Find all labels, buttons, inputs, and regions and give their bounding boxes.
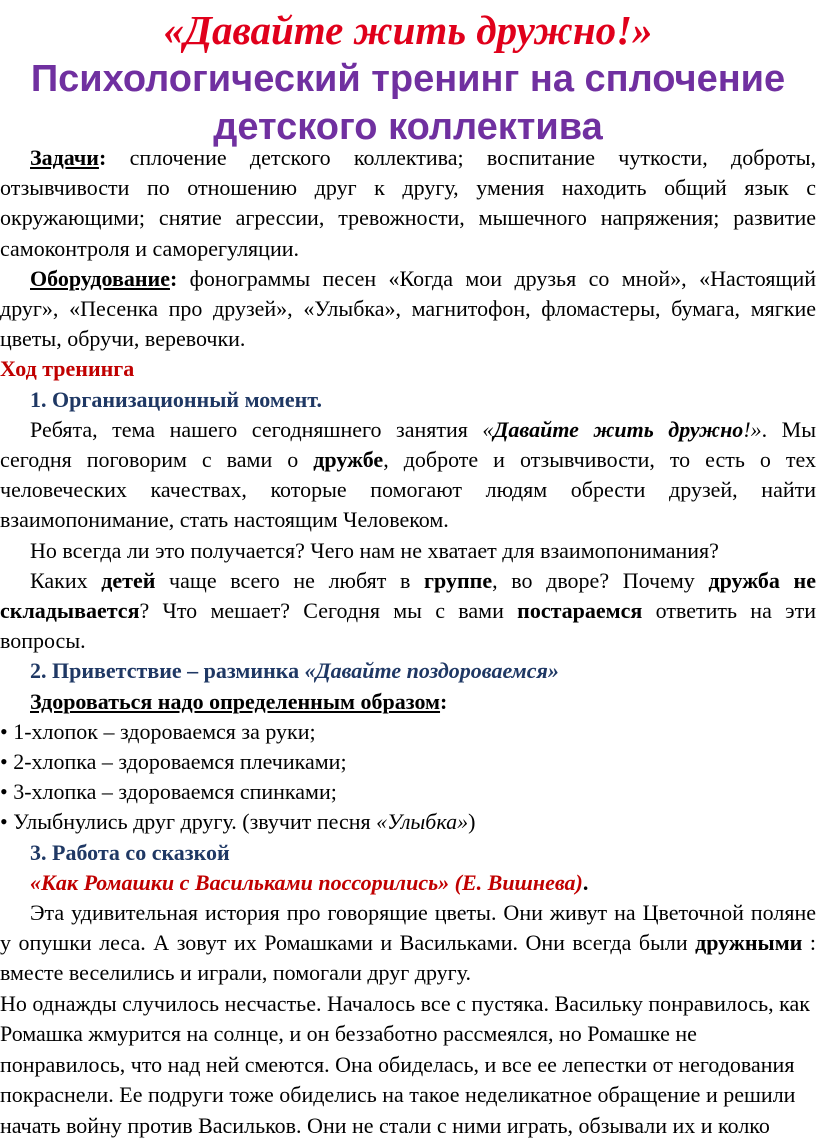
greeting-rule bbox=[0, 687, 816, 717]
course-heading: Ход тренинга bbox=[0, 356, 135, 382]
text-run: «Как Ромашки с Васильками поссорились» (Е. Вишнева) bbox=[30, 869, 583, 895]
text-run: «Давайте поздороваемся» bbox=[304, 658, 559, 684]
section3-paragraph-1 bbox=[0, 898, 816, 989]
text-run: чаще всего не любят в bbox=[155, 567, 425, 593]
section3-paragraph-2: Но однажды случилось несчастье. Началось все с пустяка. Васильку понравилось, как Ромашка жмурится на солнце, и он беззаботно рассмеялся, но Ромашке не понравилось, что над ней смеются. Она обиделась, и все ее лепестки от негодования покраснели. Ее подруги тоже обиделись на такое неделикатное обращение и решили начать войну против Васильков. Они не стали с ними играть, обзывали их и колко bbox=[0, 990, 810, 1138]
text-run: группе bbox=[424, 567, 493, 593]
tasks-text: сплочение детского коллектива; воспитание чуткости, доброты, отзывчивости по отношению друг к другу, умения находить общий язык с окружающими; снятие агрессии, тревожности, мышечного напряжения; развитие самоконтроля и саморегуляции. bbox=[0, 145, 816, 261]
equipment-label: Оборудование bbox=[30, 265, 170, 291]
list-item: • 1-хлопок – здороваемся за руки; bbox=[0, 718, 316, 744]
text-run: : вместе веселились и играли, помогали друг другу. bbox=[0, 930, 816, 986]
subtitle-line-1: Психологический тренинг на сплочение bbox=[30, 58, 786, 100]
tasks-colon: : bbox=[98, 145, 107, 170]
section3-heading: 3. Работа со сказкой bbox=[30, 839, 230, 865]
text-run: детей bbox=[101, 567, 156, 593]
text-run: дружба не складывается bbox=[0, 567, 816, 624]
document-title: «Давайте жить дружно!» bbox=[163, 7, 653, 53]
text-run: ) bbox=[468, 809, 476, 835]
text-run: : bbox=[440, 688, 448, 714]
text-run: 2. Приветствие – разминка bbox=[30, 658, 305, 684]
list-item: • 3-хлопка – здороваемся спинками; bbox=[0, 779, 337, 805]
text-run: . bbox=[582, 869, 589, 895]
equipment-text: фонограммы песен «Когда мои друзья со мной», «Настоящий друг», «Песенка про друзей», «Улыбка», магнитофон, фломастеры, бумага, мягкие цветы, обручи, веревочки. bbox=[0, 265, 816, 352]
text-run: , во дворе? Почему bbox=[492, 567, 709, 593]
text-run: «Улыбка» bbox=[376, 809, 469, 835]
equipment-colon: : bbox=[169, 265, 178, 291]
section1-heading: 1. Организационный момент. bbox=[30, 386, 322, 412]
tasks-paragraph bbox=[0, 143, 816, 264]
text-run: • Улыбнулись друг другу. (звучит песня bbox=[0, 809, 377, 835]
text-run: , доброте и отзывчивости, то есть о тех человеческих качествах, которые помогают людям обрести друзей, найти взаимопонимание, стать настоящим Человеком. bbox=[0, 447, 816, 533]
text-run: Давайте жить дружно bbox=[493, 416, 744, 442]
section2-heading bbox=[0, 656, 816, 686]
story-title bbox=[0, 868, 816, 898]
section1-paragraph-1 bbox=[0, 415, 816, 536]
text-run: . Мы сегодня поговорим с вами о bbox=[0, 416, 816, 473]
text-run: ответить на эти вопросы. bbox=[0, 598, 816, 654]
equipment-paragraph bbox=[0, 264, 816, 355]
text-run: постараемся bbox=[517, 598, 643, 624]
list-item: • 2-хлопка – здороваемся плечиками; bbox=[0, 749, 347, 775]
list-item bbox=[0, 807, 816, 837]
section1-paragraph-2: Но всегда ли это получается? Чего нам не хватает для взаимопонимания? bbox=[30, 537, 719, 563]
text-run: ? Что мешает? Сегодня мы с вами bbox=[139, 598, 518, 624]
text-run: дружбе bbox=[313, 447, 384, 473]
text-run: Ребята, тема нашего сегодняшнего занятия bbox=[30, 416, 483, 442]
text-run: Эта удивительная история про говорящие цветы. Они живут на Цветочной поляне у опушки леса. А зовут их Ромашками и Васильками. Они всегда были bbox=[0, 900, 816, 956]
subtitle-line-2: детского коллектива bbox=[213, 106, 603, 148]
text-run: « bbox=[482, 416, 494, 442]
text-run: Здороваться надо определенным образом bbox=[30, 688, 441, 714]
document-subtitle bbox=[0, 55, 816, 151]
tasks-label: Задачи bbox=[30, 145, 99, 170]
document-body bbox=[0, 143, 816, 1141]
text-run: Каких bbox=[30, 567, 102, 593]
section1-paragraph-3 bbox=[0, 566, 816, 657]
text-run: !» bbox=[743, 416, 762, 442]
text-run: дружными bbox=[695, 930, 803, 956]
